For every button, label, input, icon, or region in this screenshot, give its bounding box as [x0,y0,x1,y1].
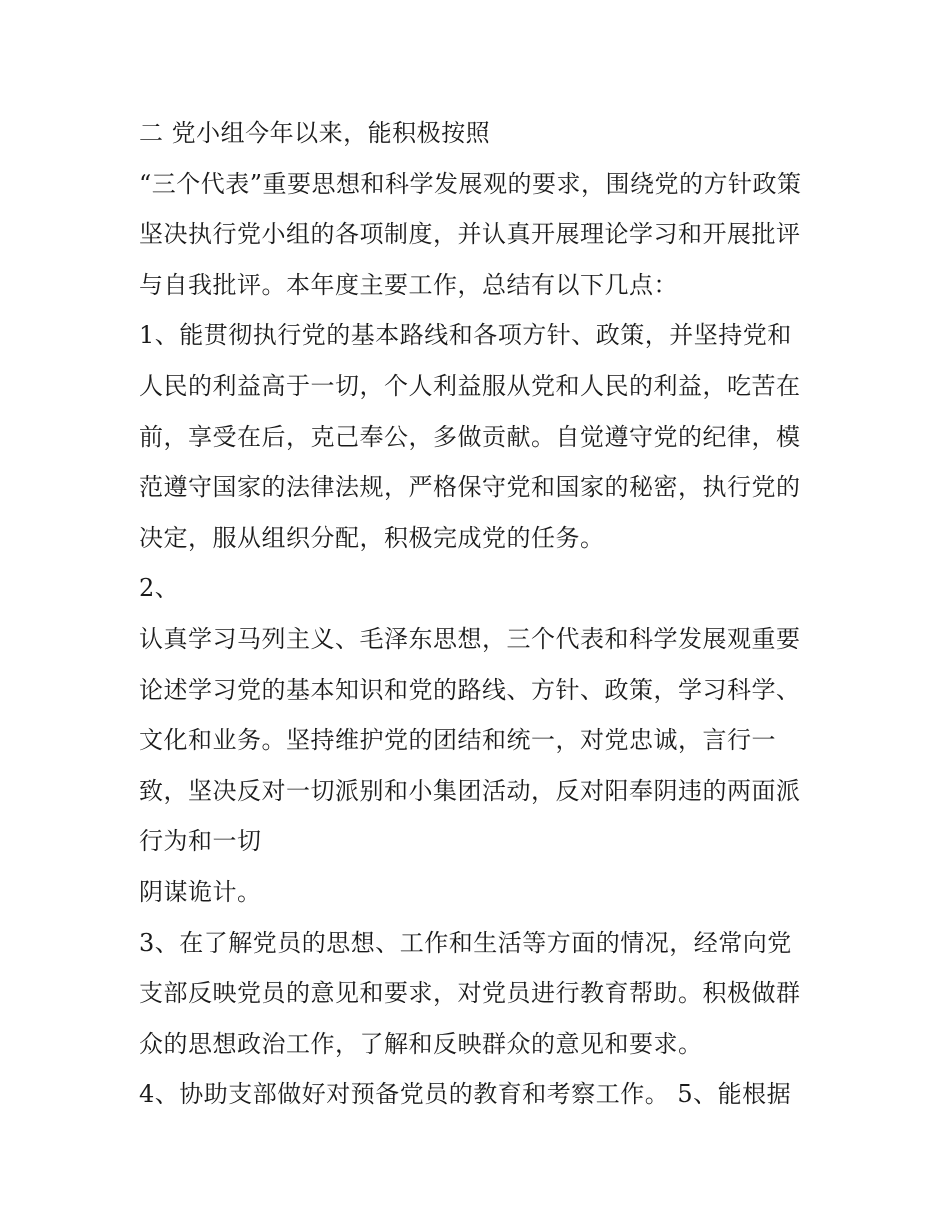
text-line: 二 党小组今年以来，能积极按照 [139,119,491,147]
text-line: 2、 [139,574,180,603]
text-line: 阴谋诡计。 [139,877,262,906]
text-line: 认真学习马列主义、毛泽东思想，三个代表和科学发展观重要 [139,624,801,653]
text-line: 致，坚决反对一切派别和小集团活动，反对阳奉阴违的两面派 [139,776,801,805]
text-line: 论述学习党的基本知识和党的路线、方针、政策，学习科学、 [139,675,801,704]
text-line: 前，享受在后，克己奉公，多做贡献。自觉遵守党的纪律，模 [139,422,801,451]
document-body [139,108,829,1120]
text-line: 3、在了解党员的思想、工作和生活等方面的情况，经常向党 [139,928,792,957]
text-line: 支部反映党员的意见和要求，对党员进行教育帮助。积极做群 [139,979,801,1008]
text-line: “三个代表”重要思想和科学发展观的要求，围绕党的方针政策 [139,169,802,198]
text-line: 众的思想政治工作，了解和反映群众的意见和要求。 [139,1029,703,1058]
text-line: 1、能贯彻执行党的基本路线和各项方针、政策，并坚持党和 [139,321,792,350]
text-line: 与自我批评。本年度主要工作，总结有以下几点： [139,270,678,299]
text-line: 行为和一切 [139,827,262,856]
text-line: 坚决执行党小组的各项制度，并认真开展理论学习和开展批评 [139,220,801,249]
text-line: 4、协助支部做好对预备党员的教育和考察工作。 5、能根据 [139,1080,792,1109]
text-line: 决定，服从组织分配，积极完成党的任务。 [139,523,605,552]
text-line: 人民的利益高于一切，个人利益服从党和人民的利益，吃苦在 [139,371,801,400]
text-line: 范遵守国家的法律法规，严格保守党和国家的秘密，执行党的 [139,473,801,502]
text-line: 文化和业务。坚持维护党的团结和统一，对党忠诚，言行一 [139,726,776,755]
